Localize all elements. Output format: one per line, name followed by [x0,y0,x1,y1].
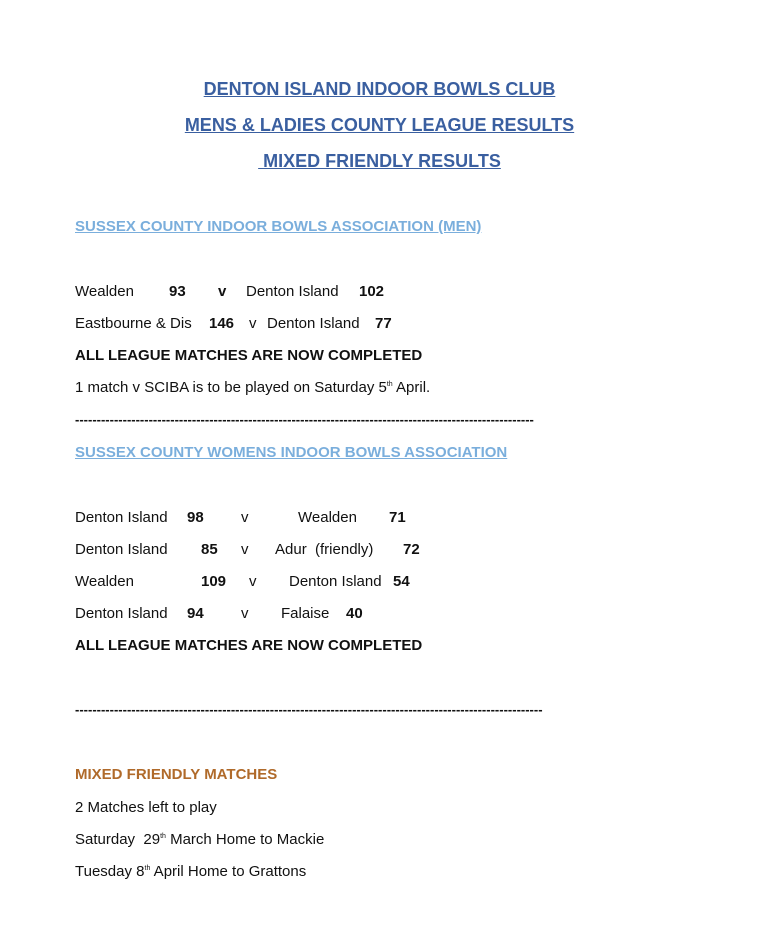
away-score: 40 [346,605,363,622]
away-score: 102 [359,283,385,300]
away-score: 72 [403,541,420,558]
home-score: 93 [169,283,186,300]
versus: v [249,315,257,332]
away-score: 54 [393,573,410,590]
sciba-note-end: April. [392,379,431,396]
away-team: Adur (friendly) [275,541,374,558]
home-team: Wealden [75,573,134,590]
fixture-date: Saturday 29 [75,831,161,848]
versus: v [241,605,249,622]
away-team: Denton Island [246,283,339,300]
fixture-date-suffix: th [160,833,166,840]
versus: v [249,573,257,590]
home-team: Denton Island [75,541,168,558]
mixed-section-heading: MIXED FRIENDLY MATCHES [75,766,278,783]
sciba-note [75,379,430,396]
away-score: 77 [375,315,392,332]
fixture-grattons [75,863,306,880]
league-results-title: MENS & LADIES COUNTY LEAGUE RESULTS [184,115,575,135]
home-score: 146 [209,315,235,332]
home-team: Wealden [75,283,134,300]
men-completed-note: ALL LEAGUE MATCHES ARE NOW COMPLETED [75,347,423,364]
fixture-date: Tuesday 8 [75,863,145,880]
home-team: Denton Island [75,509,168,526]
divider: ---------------------------------------------------------------------------------------------------------- [75,412,534,427]
club-title: DENTON ISLAND INDOOR BOWLS CLUB [203,79,556,99]
home-score: 94 [187,605,204,622]
fixture-detail: April Home to Grattons [150,863,307,880]
versus: v [241,541,249,558]
versus: v [241,509,249,526]
home-team: Eastbourne & Dis [75,315,192,332]
sciba-note-text: 1 match v SCIBA is to be played on Saturday 5 [75,379,387,396]
home-score: 98 [187,509,204,526]
fixture-mackie [75,831,324,848]
mixed-results-title-text: MIXED FRIENDLY RESULTS [258,151,501,171]
divider: ------------------------------------------------------------------------------------------------------------ [75,702,543,717]
women-completed-note: ALL LEAGUE MATCHES ARE NOW COMPLETED [75,637,423,654]
away-team: Falaise [281,605,330,622]
fixture-date-suffix: th [144,865,151,872]
home-score: 109 [201,573,227,590]
home-score: 85 [201,541,218,558]
away-team: Wealden [298,509,357,526]
away-team: Denton Island [289,573,382,590]
sciba-note-suffix: th [386,381,393,388]
versus: v [218,283,227,300]
matches-left-note: 2 Matches left to play [75,799,217,816]
fixture-detail: March Home to Mackie [165,831,325,848]
home-team: Denton Island [75,605,168,622]
mixed-results-title [0,151,759,172]
women-section-heading: SUSSEX COUNTY WOMENS INDOOR BOWLS ASSOCIATION [75,444,508,461]
men-section-heading: SUSSEX COUNTY INDOOR BOWLS ASSOCIATION (MEN) [75,218,482,235]
away-team: Denton Island [267,315,360,332]
away-score: 71 [389,509,406,526]
